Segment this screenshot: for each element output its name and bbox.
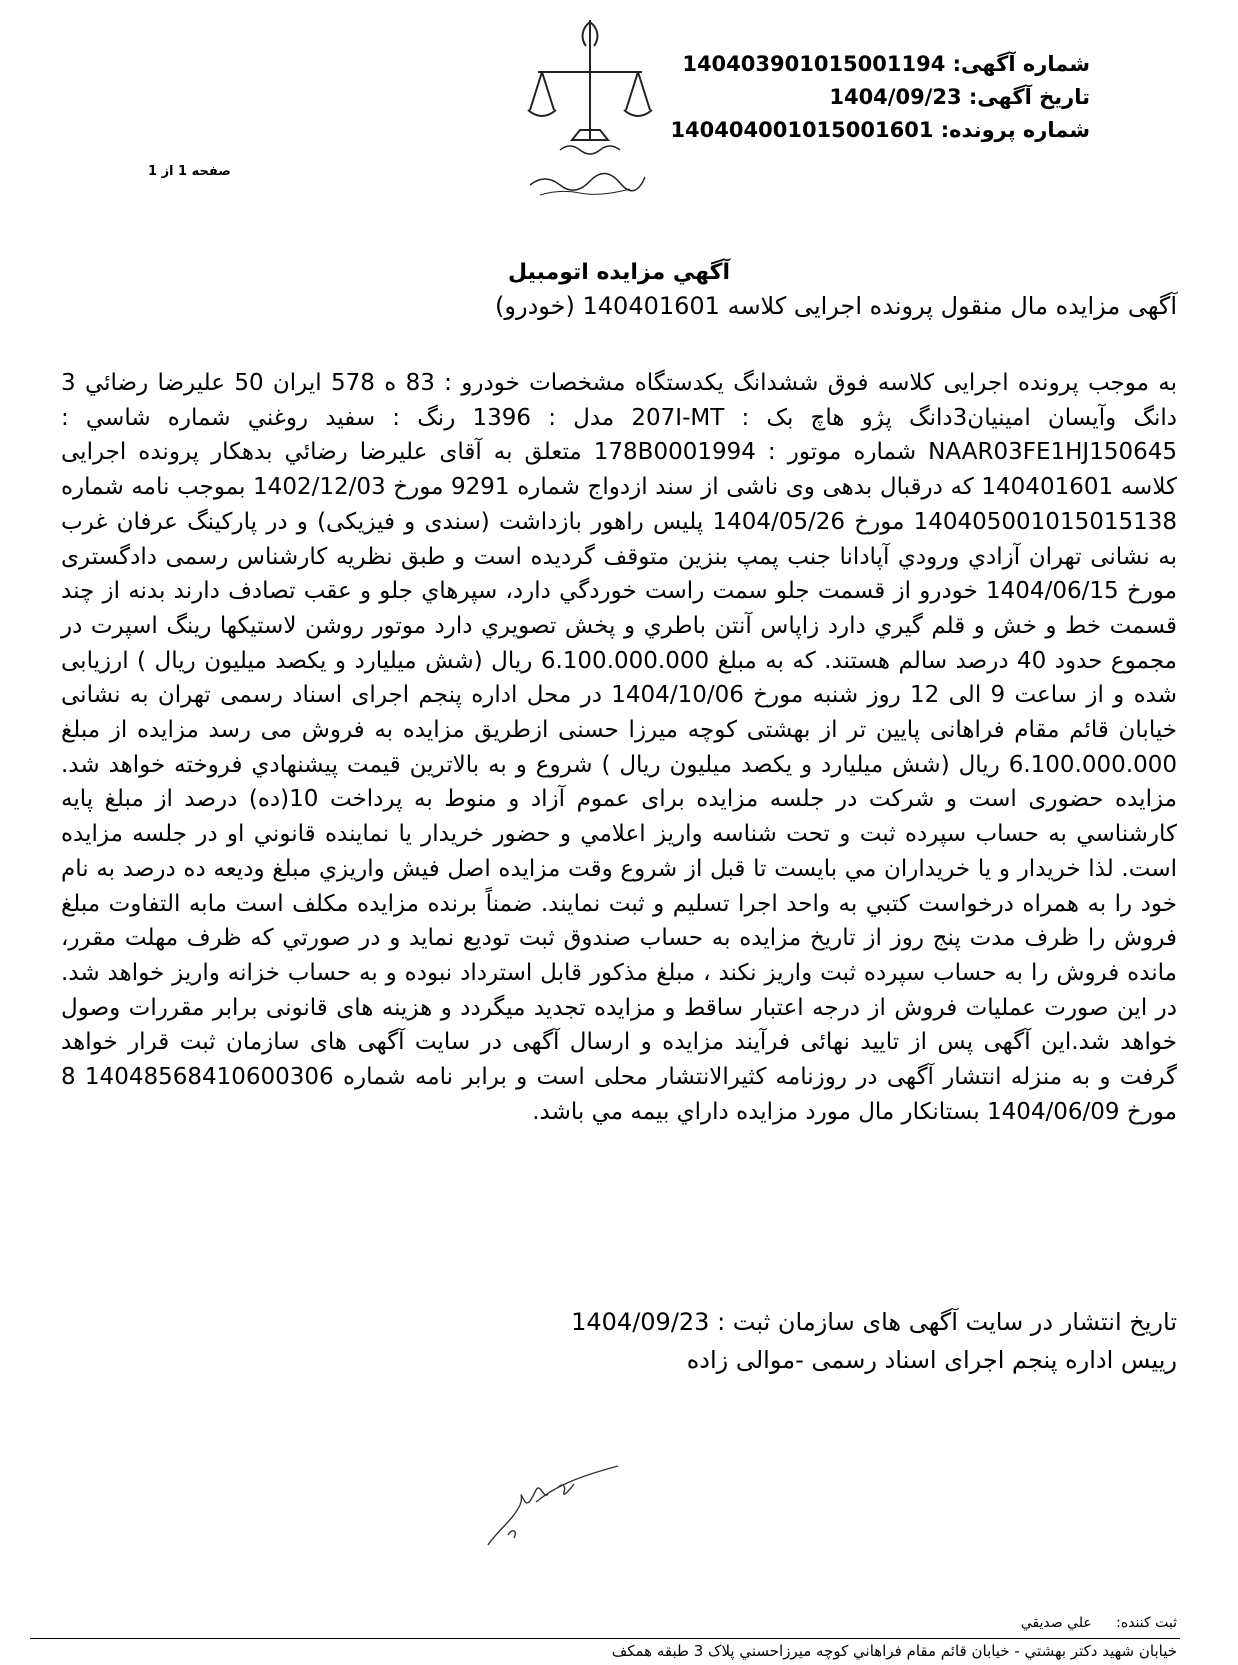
case-number-label: شماره پرونده: — [940, 118, 1090, 142]
ad-date: 1404/09/23 — [829, 85, 962, 109]
publication-info — [571, 1303, 1177, 1379]
judiciary-scales-emblem-icon — [520, 10, 660, 210]
registrar-label: ثبت کننده: — [1116, 1615, 1177, 1631]
case-number: 140404001015001601 — [670, 118, 934, 142]
office-address: خيابان شهيد دکتر بهشتي - خيابان قائم مقام فراهاني کوچه ميرزاحسني پلاک 3 طبقه همکف — [611, 1642, 1177, 1660]
auction-notice-body: به موجب پرونده اجرایی کلاسه فوق ششدانگ یکدستگاه مشخصات خودرو : 83 ه 578 ایران 50 علیرضا رضائي 3 دانگ وآیسان امینیان3دانگ پژو هاچ بک : 207I-MT مدل : 1396 رنگ : سفيد روغني شماره شاسي : NAAR03FE1HJ150645 شماره موتور : 178B0001994 متعلق به آقای علیرضا رضائي بدهکار پرونده اجرایی کلاسه 140401601 که درقبال بدهی وی ناشی از سند ازدواج شماره 9291 مورخ 1402/12/03 بموجب نامه شماره 140405001015015138 مورخ 1404/05/26 پلیس راهور بازداشت (سندی و فیزیکی) و در پارکینگ عرفان غرب به نشانی تهران آزادي ورودي آپادانا جنب پمپ بنزین متوقف گردیده است و طبق نظریه کارشناس رسمی دادگستری مورخ 1404/06/15 خودرو از قسمت جلو سمت راست خوردگي دارد، سپرهاي جلو و عقب تصادف دارند بدنه از چند قسمت خط و خش و قلم گيري دارد زاپاس آنتن باطري و پخش تصويري دارد موتور روشن لاستيکها رينگ اسپرت در مجموع حدود 40 درصد سالم هستند. که به مبلغ 6.100.000.000 ریال (شش میلیارد و یکصد میلیون ریال ) ارزیابی شده و از ساعت 9 الی 12 روز شنبه مورخ 1404/10/06 در محل اداره پنجم اجرای اسناد رسمی تهران به نشانی خیابان قائم مقام فراهانی پایین تر از بهشتی کوچه میرزا حسنی ازطریق مزایده به فروش می رسد مزایده از مبلغ 6.100.000.000 ریال (شش میلیارد و یکصد میلیون ریال ) شروع و به بالاترين قيمت پيشنهادي فروخته خواهد شد. مزایده حضوری است و شرکت در جلسه مزایده برای عموم آزاد و منوط به پرداخت 10(ده) درصد از مبلغ پايه کارشناسي به حساب سپرده ثبت و تحت شناسه واريز اعلامي و حضور خريدار يا نماينده قانوني او در جلسه مزايده است. لذا خريدار و يا خريداران مي بايست تا قبل از شروع وقت مزايده اصل فيش واريزي مبلغ وديعه ده درصد به نام خود را به همراه درخواست کتبي به واحد اجرا تسليم و ثبت نمايند. ضمناً برنده مزايده مکلف است مابه التفاوت مبلغ فروش را ظرف مدت پنج روز از تاريخ مزايده به حساب صندوق ثبت توديع نمايد و در صورتي که ظرف مهلت مقرر، مانده فروش را به حساب سپرده ثبت واريز نکند ، مبلغ مذکور قابل استرداد نبوده و به حساب خزانه واريز خواهد شد. در اين صورت عمليات فروش از درجه اعتبار ساقط و مزايده تجديد ميگردد و هزینه های قانونی برابر مقررات وصول خواهد شد.این آگهی پس از تایید نهائی فرآیند مزایده و ارسال آگهی در سایت آگهی های سازمان ثبت قرار خواهد گرفت و به منزله انتشار آگهی در روزنامه کثیرالانتشار محلی است و برابر نامه شماره 14048568410600306 8 مورخ 1404/06/09 بستانکار مال مورد مزايده داراي بيمه مي باشد. — [61, 370, 1178, 1125]
ad-date-label: تاریخ آگهی: — [968, 85, 1090, 109]
registrar-name: علي صديقي — [1020, 1615, 1092, 1631]
ad-metadata — [670, 48, 1090, 147]
document-title: آگهي مزايده اتومبيل — [507, 260, 731, 285]
ad-number: 140403901015001194 — [682, 52, 946, 76]
document-subtitle: آگهی مزایده مال منقول پرونده اجرایی کلاسه 140401601 (خودرو) — [495, 292, 1177, 320]
signature-svg — [478, 1460, 628, 1555]
handwritten-signature-icon — [478, 1460, 628, 1555]
ad-date-row — [670, 81, 1090, 114]
publication-date-line: تاریخ انتشار در سایت آگهی های سازمان ثبت : 1404/09/23 — [571, 1308, 1177, 1336]
ad-number-label: شماره آگهی: — [952, 52, 1090, 76]
case-number-row — [670, 114, 1090, 147]
signer-line: رییس اداره پنجم اجرای اسناد رسمی -موالی زاده — [686, 1346, 1177, 1374]
footer-divider — [30, 1638, 1180, 1639]
emblem-svg — [520, 10, 660, 210]
registrar — [1021, 1615, 1177, 1631]
page-number: صفحه 1 از 1 — [148, 164, 231, 179]
ad-number-row — [670, 48, 1090, 81]
